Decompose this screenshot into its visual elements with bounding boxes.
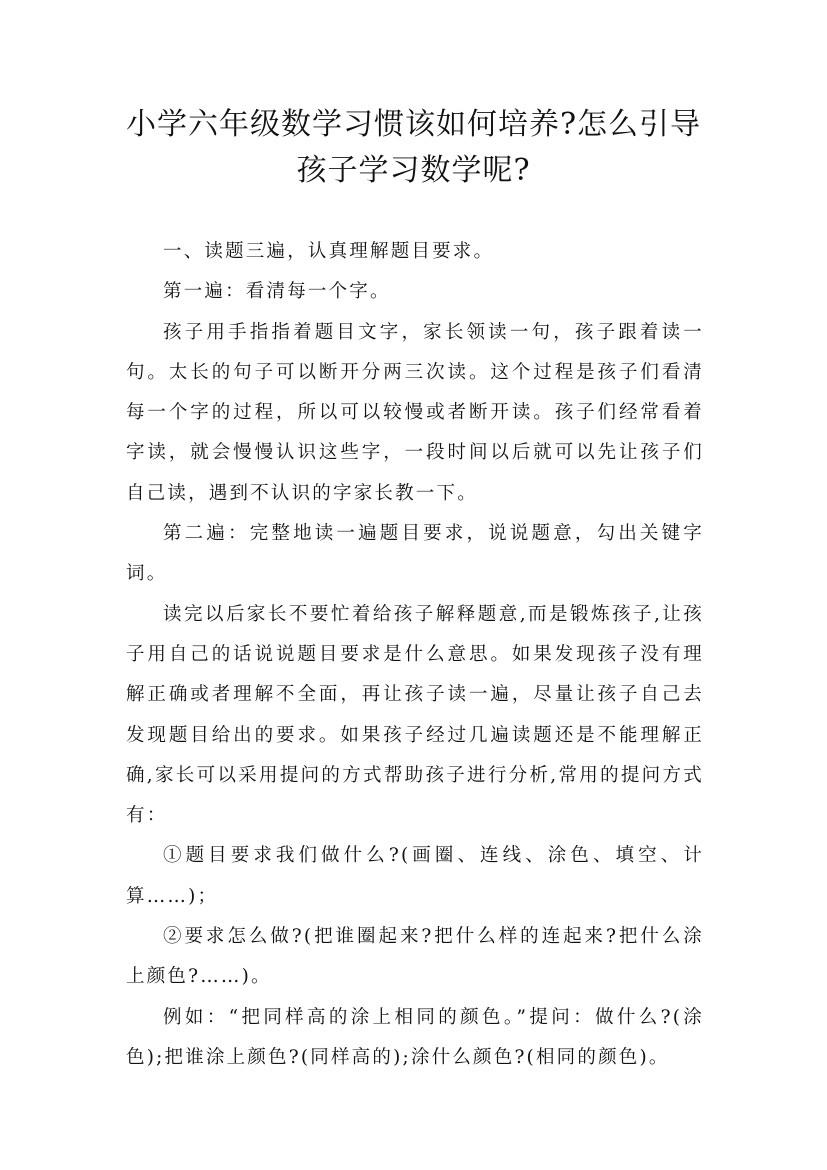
paragraph-question-1: ①题目要求我们做什么?(画圈、连线、涂色、填空、计算……)； bbox=[126, 845, 704, 907]
paragraph-question-2: ②要求怎么做?(把谁圈起来?把什么样的连起来?把什么涂上颜色?……)。 bbox=[126, 926, 704, 988]
document-body bbox=[126, 232, 704, 1078]
paragraph-second-reading-detail: 读完以后家长不要忙着给孩子解释题意,而是锻炼孩子,让孩子用自己的话说说题目要求是什么意思。如果发现孩子没有理解正确或者理解不全面，再让孩子读一遍，尽量让孩子自己去发现题目给出的要求。如果孩子经过几遍读题还是不能理解正确,家长可以采用提问的方式帮助孩子进行分析,常用的提问方式有： bbox=[126, 603, 704, 827]
paragraph-second-reading: 第二遍：完整地读一遍题目要求，说说题意，勾出关键字词。 bbox=[126, 523, 704, 585]
paragraph-first-reading: 第一遍：看清每一个字。 bbox=[163, 281, 391, 303]
title-line-2: 孩子学习数学呢? bbox=[296, 153, 531, 188]
title-line-1: 小学六年级数学习惯该如何培养?怎么引导 bbox=[125, 107, 702, 142]
paragraph-first-reading-detail: 孩子用手指指着题目文字，家长领读一句，孩子跟着读一句。太长的句子可以断开分两三次读。这个过程是孩子们看清每一个字的过程，所以可以较慢或者断开读。孩子们经常看着字读，就会慢慢认识这些字，一段时间以后就可以先让孩子们自己读，遇到不认识的字家长教一下。 bbox=[126, 321, 704, 504]
paragraph-heading-read-three-times: 一、读题三遍，认真理解题目要求。 bbox=[163, 241, 495, 262]
document-title bbox=[110, 102, 717, 194]
paragraph-example: 例如：“把同样高的涂上相同的颜色。”提问：做什么?(涂色);把谁涂上颜色?(同样高的);涂什么颜色?(相同的颜色)。 bbox=[126, 1006, 704, 1068]
